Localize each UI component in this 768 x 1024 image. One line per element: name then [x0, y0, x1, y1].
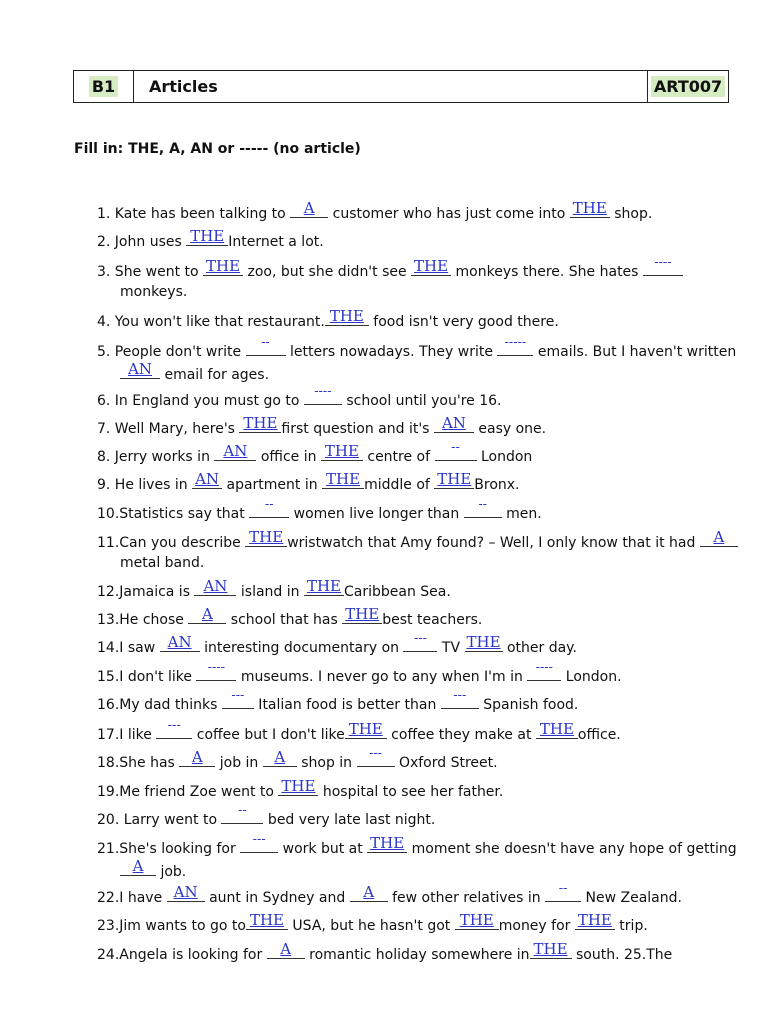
question-item [97, 913, 737, 936]
answer-blank[interactable] [434, 472, 474, 489]
answer-blank[interactable] [321, 444, 363, 461]
question-text: 22.I have [97, 890, 167, 906]
worksheet-title: Articles [149, 77, 218, 96]
question-text: hospital to see her father. [318, 784, 504, 800]
handwritten-answer: THE [281, 777, 316, 795]
handwritten-answer: AN [203, 577, 228, 595]
handwritten-answer: THE [190, 227, 225, 245]
question-item [97, 335, 737, 385]
answer-blank[interactable] [156, 718, 192, 739]
handwritten-answer: THE [249, 911, 284, 929]
question-text: aunt in Sydney and [204, 890, 350, 906]
answer-blank[interactable] [700, 530, 738, 547]
question-text: office. [577, 727, 621, 743]
question-text: 12.Jamaica is [97, 584, 195, 600]
question-text: zoo, but she didn't see [243, 264, 412, 280]
question-item [97, 472, 737, 495]
handwritten-answer: AN [441, 414, 466, 432]
question-text: centre of [362, 449, 435, 465]
question-text: apartment in [222, 477, 323, 493]
answer-blank[interactable] [240, 832, 278, 853]
question-text: school that has [226, 612, 343, 628]
question-item [97, 942, 737, 965]
handwritten-answer: THE [205, 257, 241, 275]
answer-blank[interactable] [325, 309, 369, 326]
question-text: monkeys there. She hates [451, 264, 643, 280]
worksheet-header [73, 70, 729, 103]
question-item [97, 779, 737, 802]
question-text: 10.Statistics say that [97, 506, 250, 522]
question-text: best teachers. [382, 612, 483, 628]
answer-blank[interactable] [246, 913, 288, 930]
answer-blank[interactable] [464, 497, 502, 518]
answer-blank[interactable] [465, 635, 503, 652]
answer-blank[interactable] [290, 201, 328, 218]
handwritten-answer: -- [264, 497, 274, 511]
handwritten-answer: THE [345, 605, 380, 623]
handwritten-answer: -- [451, 440, 460, 454]
handwritten-answer: A [303, 199, 315, 217]
answer-blank[interactable] [441, 688, 479, 709]
question-continuation [97, 553, 737, 573]
question-text: 4. You won't like that restaurant. [97, 314, 325, 330]
question-text: 5. People don't write [97, 344, 246, 360]
answer-blank[interactable] [239, 416, 281, 433]
answer-blank[interactable] [342, 607, 382, 624]
question-item [97, 881, 737, 908]
handwritten-answer: THE [572, 199, 607, 217]
question-text: women live longer than [289, 506, 464, 522]
question-item [97, 440, 737, 467]
question-text: TV [437, 640, 465, 656]
answer-blank[interactable] [120, 362, 160, 379]
answer-blank[interactable] [249, 497, 289, 518]
question-text: 1. Kate has been talking to [97, 206, 291, 222]
question-text: Italian food is better than [253, 697, 441, 713]
question-text: emails. But I haven't written [533, 344, 737, 360]
answer-blank[interactable] [367, 836, 407, 853]
question-text: 13.He chose [97, 612, 189, 628]
question-text: office in [256, 449, 321, 465]
question-item [97, 746, 737, 773]
question-text: shop. [609, 206, 653, 222]
question-text: New Zealand. [581, 890, 682, 906]
level-cell [74, 71, 134, 102]
handwritten-answer: -- [558, 881, 568, 895]
question-item [97, 718, 737, 745]
question-item [97, 688, 737, 715]
answer-blank[interactable] [196, 660, 236, 681]
question-text: interesting documentary on [199, 640, 404, 656]
instruction: Fill in: THE, A, AN or ----- (no article) [74, 141, 361, 157]
question-text: London. [561, 669, 622, 685]
question-text: wristwatch that Amy found? – Well, I only know that it had [287, 535, 700, 551]
question-text: 7. Well Mary, here's [97, 421, 240, 437]
question-text: 9. He lives in [97, 477, 193, 493]
question-text: 18.She has [97, 755, 180, 771]
question-text: 20. Larry went to [97, 812, 222, 828]
answer-blank[interactable] [403, 631, 437, 652]
question-text: 24.Angela is looking for [97, 947, 267, 963]
question-item [97, 201, 737, 224]
question-item [97, 416, 737, 439]
handwritten-answer: -- [261, 335, 270, 349]
question-text: work but at [278, 841, 368, 857]
answer-blank[interactable] [160, 635, 200, 652]
handwritten-answer: THE [533, 940, 568, 958]
question-text: south. 25.The [571, 947, 673, 963]
answer-blank[interactable] [527, 660, 561, 681]
answer-blank[interactable] [179, 750, 215, 767]
question-continuation [97, 859, 737, 882]
question-text: 21.She's looking for [97, 841, 241, 857]
question-text: romantic holiday somewhere in [304, 947, 530, 963]
handwritten-answer: --- [252, 832, 266, 846]
question-text: coffee they make at [386, 727, 536, 743]
handwritten-answer: AN [195, 470, 220, 488]
handwritten-answer: A [280, 940, 292, 958]
answer-blank[interactable] [245, 530, 287, 547]
answer-blank[interactable] [278, 779, 318, 796]
handwritten-answer: THE [329, 307, 364, 325]
question-item [97, 229, 737, 252]
answer-blank[interactable] [435, 440, 477, 461]
handwritten-answer: THE [326, 470, 361, 488]
handwritten-answer: AN [167, 633, 192, 651]
question-text: coffee but I don't like [192, 727, 345, 743]
question-text: middle of [364, 477, 435, 493]
handwritten-answer: A [201, 605, 213, 623]
question-text: moment she doesn't have any hope of getting [407, 841, 737, 857]
answer-blank[interactable] [221, 803, 263, 824]
answer-blank[interactable] [345, 722, 387, 739]
question-text: island in [236, 584, 304, 600]
question-text: other day. [502, 640, 577, 656]
question-text: first question and it's [281, 421, 434, 437]
handwritten-answer: AN [128, 360, 152, 378]
question-item [97, 309, 737, 332]
question-text: London [476, 449, 533, 465]
handwritten-answer: A [363, 883, 375, 901]
question-text: 2. John uses [97, 234, 187, 250]
question-text: Bronx. [474, 477, 520, 493]
answer-blank[interactable] [536, 722, 578, 739]
question-text: customer who has just come into [328, 206, 570, 222]
question-text: school until you're 16. [341, 393, 502, 409]
handwritten-answer: ---- [314, 384, 332, 398]
answer-blank[interactable] [263, 750, 297, 767]
handwritten-answer: THE [539, 720, 574, 738]
question-text: 19.Me friend Zoe went to [97, 784, 279, 800]
answer-blank[interactable] [357, 746, 395, 767]
question-text: USA, but he hasn't got [287, 918, 455, 934]
answer-blank[interactable] [643, 255, 683, 276]
question-text: museums. I never go to any when I'm in [236, 669, 528, 685]
handwritten-answer: THE [243, 414, 278, 432]
worksheet-code-cell [647, 71, 728, 102]
question-text: 23.Jim wants to go to [97, 918, 246, 934]
answer-blank[interactable] [222, 688, 254, 709]
handwritten-answer: -- [238, 803, 247, 817]
answer-blank[interactable] [246, 335, 286, 356]
question-text: email for ages. [160, 367, 270, 383]
worksheet-code: ART007 [651, 76, 725, 97]
question-item [97, 384, 737, 411]
answer-blank[interactable] [545, 881, 581, 902]
question-text: money for [498, 918, 575, 934]
handwritten-answer: A [274, 748, 286, 766]
handwritten-answer: A [713, 528, 725, 546]
question-text: 16.My dad thinks [97, 697, 222, 713]
handwritten-answer: --- [413, 631, 427, 645]
question-item [97, 803, 737, 830]
handwritten-answer: AN [223, 442, 248, 460]
question-text: monkeys. [120, 284, 188, 300]
handwritten-answer: THE [249, 528, 284, 546]
answer-blank[interactable] [203, 259, 243, 276]
handwritten-answer: AN [173, 883, 198, 901]
question-text: Internet a lot. [228, 234, 324, 250]
question-text: 8. Jerry works in [97, 449, 215, 465]
question-text: men. [501, 506, 542, 522]
question-item [97, 530, 737, 573]
question-text: Spanish food. [478, 697, 579, 713]
question-text: job in [215, 755, 263, 771]
answer-blank[interactable] [455, 913, 499, 930]
handwritten-answer: ---- [654, 255, 672, 269]
handwritten-answer: THE [370, 834, 405, 852]
answer-blank[interactable] [497, 335, 533, 356]
answer-blank[interactable] [120, 859, 156, 876]
question-text: shop in [296, 755, 357, 771]
answer-blank[interactable] [304, 384, 342, 405]
answer-blank[interactable] [267, 942, 305, 959]
question-item [97, 631, 737, 658]
question-text: bed very late last night. [263, 812, 436, 828]
handwritten-answer: THE [348, 720, 383, 738]
question-text: 3. She went to [97, 264, 204, 280]
question-text: Caribbean Sea. [343, 584, 451, 600]
question-text: job. [156, 864, 187, 880]
question-continuation [97, 362, 737, 385]
question-text: letters nowadays. They write [285, 344, 498, 360]
question-text: food isn't very good there. [368, 314, 559, 330]
question-item [97, 660, 737, 687]
answer-blank[interactable] [530, 942, 572, 959]
handwritten-answer: THE [459, 911, 494, 929]
question-text: 14.I saw [97, 640, 160, 656]
question-item [97, 607, 737, 630]
question-text: 17.I like [97, 727, 157, 743]
answer-blank[interactable] [322, 472, 364, 489]
handwritten-answer: THE [324, 442, 359, 460]
handwritten-answer: --- [167, 718, 181, 732]
handwritten-answer: THE [466, 633, 501, 651]
question-text: few other relatives in [387, 890, 546, 906]
handwritten-answer: ---- [535, 660, 553, 674]
question-text: easy one. [473, 421, 547, 437]
question-item [97, 832, 737, 882]
answer-blank[interactable] [304, 579, 344, 596]
answer-blank[interactable] [188, 607, 226, 624]
question-text: 15.I don't like [97, 669, 197, 685]
handwritten-answer: ----- [504, 335, 527, 349]
answer-blank[interactable] [350, 885, 388, 902]
handwritten-answer: A [132, 857, 144, 875]
answer-blank[interactable] [214, 444, 256, 461]
question-text: 6. In England you must go to [97, 393, 304, 409]
handwritten-answer: THE [414, 257, 449, 275]
handwritten-answer: THE [306, 577, 341, 595]
handwritten-answer: --- [453, 688, 467, 702]
question-text: metal band. [120, 555, 205, 571]
handwritten-answer: --- [369, 746, 382, 760]
answer-blank[interactable] [411, 259, 451, 276]
handwritten-answer: A [191, 748, 203, 766]
answer-blank[interactable] [186, 229, 228, 246]
answer-blank[interactable] [192, 472, 222, 489]
question-text: trip. [614, 918, 648, 934]
answer-blank[interactable] [434, 416, 474, 433]
handwritten-answer: ---- [207, 660, 226, 674]
answer-blank[interactable] [194, 579, 236, 596]
question-text: Oxford Street. [394, 755, 498, 771]
answer-blank[interactable] [167, 885, 205, 902]
handwritten-answer: THE [437, 470, 472, 488]
handwritten-answer: -- [478, 497, 487, 511]
answer-blank[interactable] [570, 201, 610, 218]
handwritten-answer: THE [577, 911, 612, 929]
question-item [97, 255, 737, 302]
level-badge: B1 [89, 76, 118, 97]
question-continuation [97, 282, 737, 302]
question-item [97, 497, 737, 524]
answer-blank[interactable] [575, 913, 615, 930]
handwritten-answer: --- [231, 688, 245, 702]
question-item [97, 579, 737, 602]
question-text: 11.Can you describe [97, 535, 246, 551]
